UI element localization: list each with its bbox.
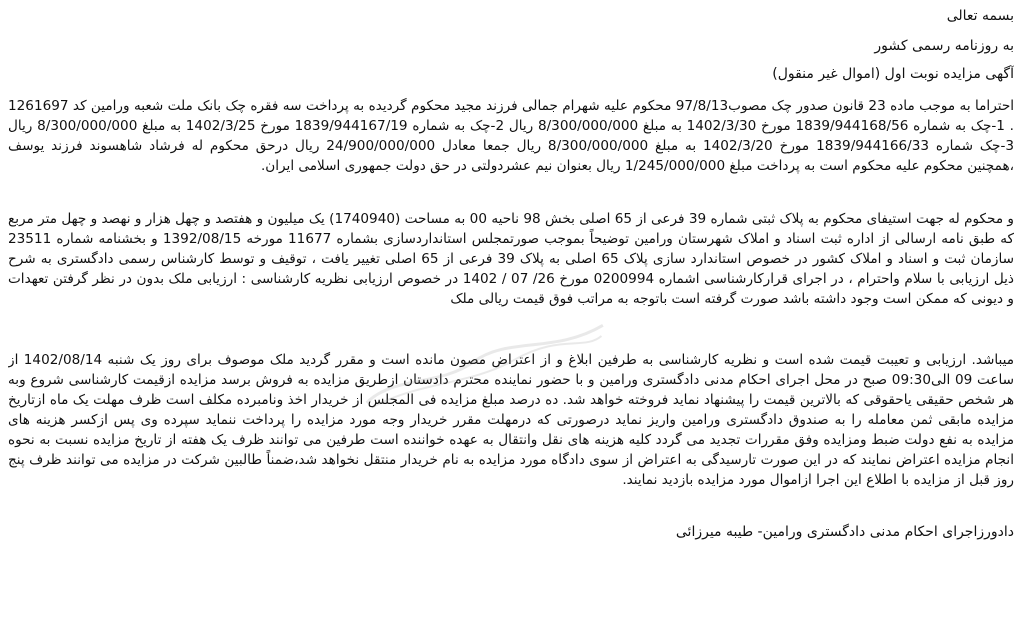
paragraph-auction-terms: میباشد. ارزیابی و تعیبت قیمت شده است و نظریه کارشناسی به طرفین ابلاغ و از اعتراض مصون مانده است و مقرر گردید ملک موصوف برای روز یک شنبه 1402/08/14 از ساعت 09 الی09:30 صبح در محل اجرای احکام مدنی دادگستری ورامین و با حضور نماینده محترم دادستان ازطریق مزایده به فروش برسد مزایده ازقیمت کارشناسی شروع وبه هر شخص حقیقی یاحقوقی که بالاترین قیمت را پیشنهاد نماید فروخته خواهد شد. ده درصد مبلغ مزایده فی المجلس از خریدار اخذ ونامبرده مکلف است ظرف مهلت یک ماه ازتاریخ مزایده مابقی ثمن معامله را به صندوق دادگستری ورامین واریز نماید درصورتی که درمهلت مقرر خریدار وجه مورد مزایده را پرداخت ننماید سپرده وی پس ازکسر هزینه های مزایده به نفع دولت ضبط ومزایده وفق مقررات تجدید می گردد کلیه هزینه های نقل وانتقال به عهده خواننده است طرفین می توانند ظرف یک هفته از تاریخ مزایده نسبت به نحوه انجام مزایده اعتراض نمایند که در این صورت تارسیدگی به اعتراض از سوی دادگاه مورد مزایده به نام خریدار منتقل نخواهد شد،ضمناً طالبین شرکت در مزایده می توانند ظرف پنج روز قبل از مزایده با اطلاع این اجرا ازاموال مورد مزایده بازدید نمایند. [8,352,1014,488]
signature-line: دادورزاجرای احکام مدنی دادگستری ورامین- طیبه میرزائی [675,524,1014,540]
newspaper-line: به روزنامه رسمی کشور [874,38,1014,54]
paragraph-property-details: و محکوم له جهت استیفای محکوم به پلاک ثبتی شماره 39 فرعی از 65 اصلی بخش 98 ناحیه 00 به مساحت (1740940) یک میلیون و هفتصد و چهل هزار و نهصد و چهل متر مربع که طبق نامه ارسالی از اداره ثبت اسناد و املاک شهرستان ورامین توضیحاً بموجب صورتمجلس استانداردسازی بشماره 11677 مورخه 1392/08/15 و بخشنامه شماره 23511 سازمان ثبت و اسناد و املاک کشور در خصوص استاندارد سازی پلاک 65 اصلی به پلاک 39 فرعی از 65 اصلی تغییر یافت ، توقیف و توسط کارشناس رسمی دادگستری به شرح ذیل ارزیابی با سلام واحترام ، در اجرای قرارکارشناسی اشماره 0200994 مورخ 26/ 07 / 1402 در خصوص ارزیابی نظریه کارشناسی : ارزیابی ملک بدون در نظر گرفتن تعهدات و دیونی که ممکن است وجود داشته باشد صورت گرفته است باتوجه به مراتب فوق قیمت ریالی ملک [8,211,1014,307]
paragraph-debt-details: احتراما به موجب ماده 23 قانون صدور چک مصوب97/8/13 محکوم علیه شهرام جمالی فرزند مجید محکوم گردیده به پرداخت سه فقره چک بانک ملت شعبه ورامین کد 1261697 . 1-چک به شماره 1839/944168/56 مورخ 1402/3/30 به مبلغ 8/300/000/000 ریال 2-چک به شماره 1839/944167/19 مورخ 1402/3/25 به مبلغ 8/300/000/000 ریال 3-چک شماره 1839/944166/33 مورخ 1402/3/20 به مبلغ 8/300/000/000 ریال جمعا معادل 24/900/000/000 ریال درحق محکوم له فرشاد شاهسوند فرزند یوسف ،همچنین محکوم علیه محکوم است به پرداخت مبلغ 1/245/000/000 ریال بعنوان نیم عشردولتی در حق دولت جمهوری اسلامی ایران. [8,98,1014,174]
notice-title: آگهی مزایده نوبت اول (اموال غیر منقول) [772,66,1014,82]
basmala-heading: بسمه تعالی [946,8,1014,24]
